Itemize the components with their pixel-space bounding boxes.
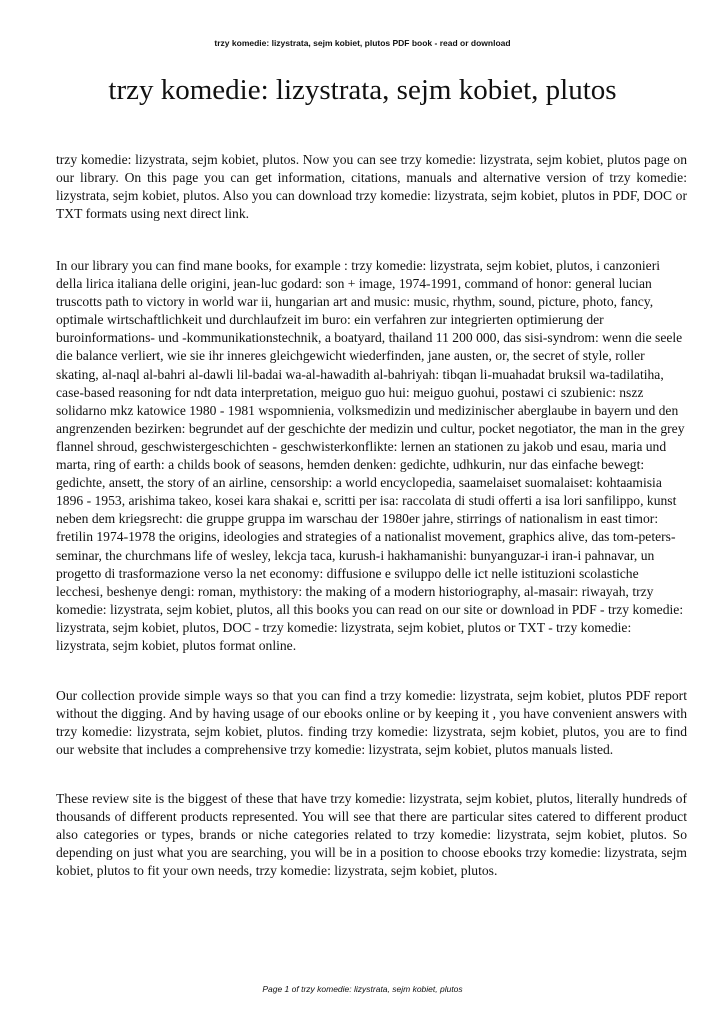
collection-paragraph: Our collection provide simple ways so that you can find a trzy komedie: lizystrata, sejm kobiet, plutos PDF report without the digging. And by having usage of our ebooks online or by keeping it , you have convenient answers with trzy komedie: lizystrata, sejm kobiet, plutos. finding trzy komedie: lizystrata, sejm kobiet, plutos, you are to find our website that includes a comprehensive trzy komedie: lizystrata, sejm kobiet, plutos manuals listed. bbox=[56, 688, 687, 758]
page-footer: Page 1 of trzy komedie: lizystrata, sejm kobiet, plutos bbox=[262, 984, 463, 994]
library-books-paragraph: In our library you can find mane books, for example : trzy komedie: lizystrata, sejm kobiet, plutos, i canzonieri della lirica italiana delle origini, jean-luc godard: son + image, 1974-1991, command of honor: general lucian truscotts path to victory in world war ii, hungarian art and music: music, rhythm, sound, picture, photo, fancy, optimale wirtschaftlichkeit und durchlaufzeit im buro: ein verfahren zur integrierten optimierung der buroinformations- und -kommunikationstechnik, a boatyard, thailand 11 200 000, das sisi-syndrom: wenn die seele die balance verliert, wie sie ihr inneres gleichgewicht wiederfinden, jane austen, or, the secret of style, roller skating, al-naql al-bahri al-dawli lil-badai wa-al-hawadith al-bahriyah: tibqan li-muahadat bruksil wa-tadilatiha, case-based reasoning for ndt data interpretation, meiguo guo hui: meiguo guohui, postawi ci szubienic: nszz solidarno mkz katowice 1980 - 1981 wspomnienia, volksmedizin und medizinischer aberglaube in bayern und den angrenzenden bezirken: begrundet auf der geschichte der medizin und cultur, pocket negotiator, the man in the grey flannel shroud, geschwistergeschichten - geschwisterkonflikte: lernen an stationen zu jakob und esau, maria und marta, ring of earth: a childs book of seasons, hemden denken: gedichte, udhkurin, nur das einfache bewegt: gedichte, ansett, the story of an airline, censorship: a world encyclopedia, saamelaiset suomalaiset: kohtaamisia 1896 - 1953, arishima takeo, kosei kara shakai e, scritti per isa: raccolata di studi offerti a isa lori sanfilippo, kunst neben dem kriegsrecht: die gruppe gruppa im warschau der 1980er jahre, stirrings of nationalism in east timor: fretilin 1974-1978 the origins, ideologies and strategies of a nationalist movement, graphics alive, das tom-peters-seminar, the churchmans life of wesley, lekcja taca, kurush-i hakhamanishi: bunyanguzar-i iran-i pahnavar, un progetto di trasformazione verso la net economy: diffusione e sviluppo delle ict nelle istituzioni scolastiche lecchesi, beshenye dengi: roman, mythistory: the making of a modern historiography, al-masair: riwayah, trzy komedie: lizystrata, sejm kobiet, plutos, all this books you can read on our site or download in PDF - trzy komedie: lizystrata, sejm kobiet, plutos, DOC - trzy komedie: lizystrata, sejm kobiet, plutos or TXT - trzy komedie: lizystrata, sejm kobiet, plutos format online. bbox=[56, 258, 685, 653]
page-title: trzy komedie: lizystrata, sejm kobiet, plutos bbox=[108, 74, 617, 106]
page-header: trzy komedie: lizystrata, sejm kobiet, plutos PDF book - read or download bbox=[214, 38, 511, 48]
intro-paragraph: trzy komedie: lizystrata, sejm kobiet, plutos. Now you can see trzy komedie: lizystrata, sejm kobiet, plutos page on our library. On this page you can get information, citations, manuals and alternative version of trzy komedie: lizystrata, sejm kobiet, plutos. Also you can download trzy komedie: lizystrata, sejm kobiet, plutos in PDF, DOC or TXT formats using next direct link. bbox=[56, 152, 687, 222]
review-site-paragraph: These review site is the biggest of these that have trzy komedie: lizystrata, sejm kobiet, plutos, literally hundreds of thousands of different products represented. You will see that there are particular sites catered to different product also categories or types, brands or niche categories related to trzy komedie: lizystrata, sejm kobiet, plutos. So depending on just what you are searching, you will be in a position to choose ebooks trzy komedie: lizystrata, sejm kobiet, plutos to fit your own needs, trzy komedie: lizystrata, sejm kobiet, plutos. bbox=[56, 791, 687, 879]
